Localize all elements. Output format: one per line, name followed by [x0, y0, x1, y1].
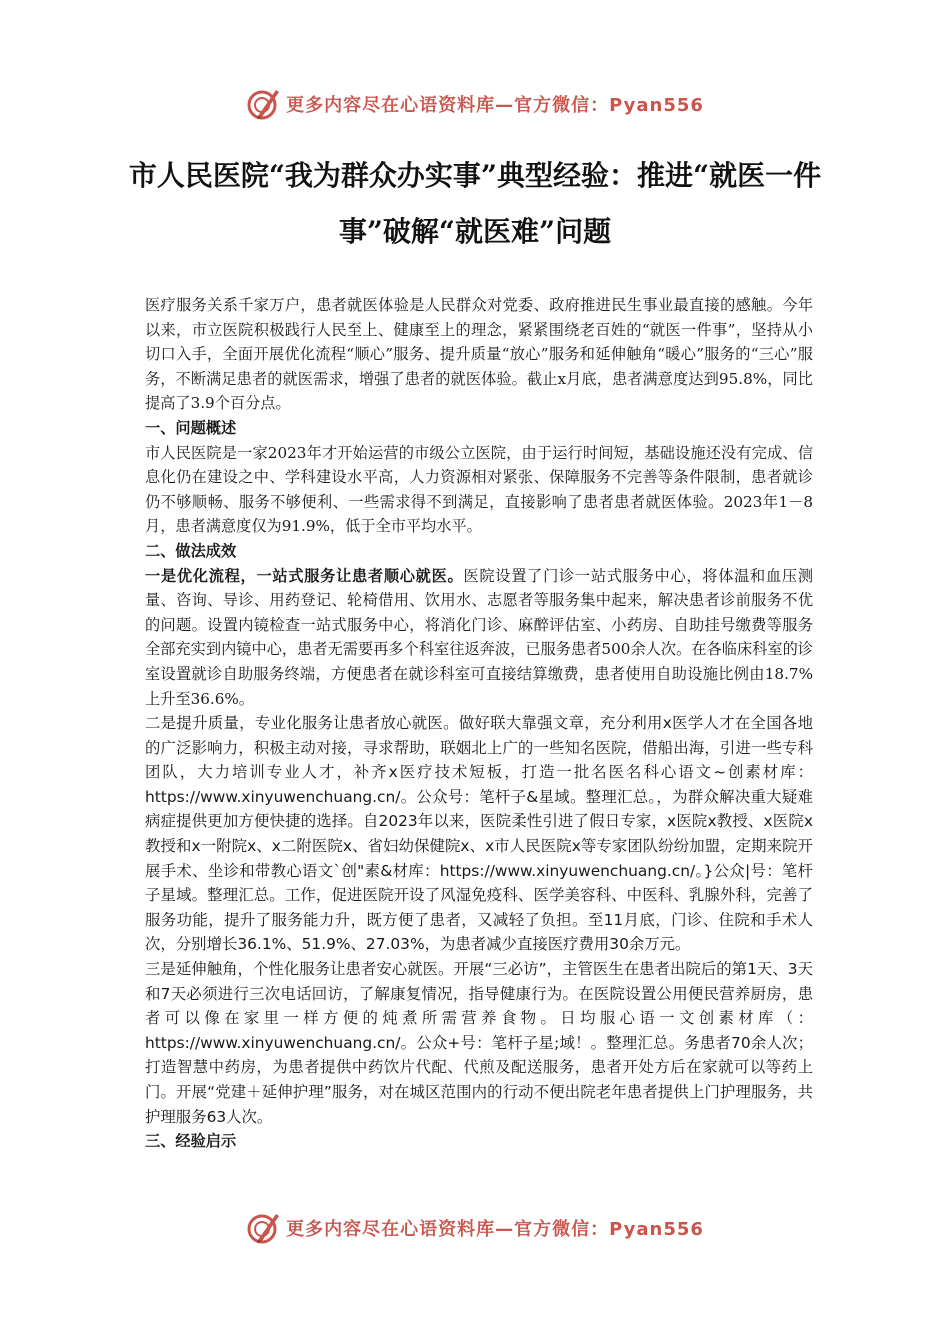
document-title: 市人民医院“我为群众办实事”典型经验：推进“就医一件事”破解“就医难”问题 — [128, 159, 822, 248]
measure-one-paragraph — [145, 564, 813, 712]
footer-watermark-banner — [0, 1208, 950, 1248]
measure-one-body: 医院设置了门诊一站式服务中心，将体温和血压测量、咨询、导诊、用药登记、轮椅借用、饮用水、志愿者等服务集中起来，解决患者诊前服务不优的问题。设置内镜检查一站式服务中心，将消化门诊、麻醉评估室、小药房、自助挂号缴费等服务全部充实到内镜中心，患者无需要再多个科室往返奔波，已服务患者500余人次。在各临床科室的诊室设置就诊自助服务终端，方便患者在就诊科室可直接结算缴费，患者使用自助设施比例由18.7%上升至36.6%。 — [145, 566, 814, 708]
pen-logo-icon — [246, 86, 282, 122]
pen-logo-icon — [246, 1210, 282, 1246]
document-body — [145, 293, 813, 1154]
banner-text: 更多内容尽在心语资料库—官方微信：Pyan556 — [286, 1219, 704, 1240]
section-heading-lessons: 三、经验启示 — [145, 1132, 237, 1151]
banner-text: 更多内容尽在心语资料库—官方微信：Pyan556 — [286, 95, 704, 116]
measure-three-paragraph: 三是延伸触角，个性化服务让患者安心就医。开展“三必访”，主管医生在患者出院后的第1天、3天和7天必须进行三次电话回访，了解康复情况，指导健康行为。在医院设置公用便民营养厨房，患者可以像在家里一样方便的炖煮所需营养食物。日均服心语一文创素材库（：https://www.xinyuwenchuang.cn/。公众+号：笔杆子星;域！。整理汇总。务患者70余人次；打造智慧中药房，为患者提供中药饮片代配、代煎及配送服务，患者开处方后在家就可以等药上门。开展“党建＋延伸护理”服务，对在城区范围内的行动不便出院老年患者提供上门护理服务，共护理服务63人次。 — [145, 960, 813, 1126]
section-heading-measures: 二、做法成效 — [145, 541, 237, 560]
problem-paragraph: 市人民医院是一家2023年才开始运营的市级公立医院，由于运行时间短，基础设施还没有完成、信息化仍在建设之中、学科建设水平高，人力资源相对紧张、保障服务不完善等条件限制，患者就诊仍不够顺畅、服务不够便利、一些需求得不到满足，直接影响了患者患者就医体验。2023年1－8月，患者满意度仅为91.9%，低于全市平均水平。 — [145, 443, 813, 536]
measure-one-lead: 一是优化流程，一站式服务让患者顺心就医。 — [145, 566, 464, 585]
header-watermark-banner — [0, 84, 950, 124]
intro-paragraph: 医疗服务关系千家万户，患者就医体验是人民群众对党委、政府推进民生事业最直接的感触。今年以来，市立医院积极践行人民至上、健康至上的理念，紧紧围绕老百姓的“就医一件事”，坚持从小切口入手，全面开展优化流程“顺心”服务、提升质量“放心”服务和延伸触角“暖心”服务的“三心”服务，不断满足患者的就医需求，增强了患者的就医体验。截止x月底，患者满意度达到95.8%，同比提高了3.9个百分点。 — [145, 296, 813, 413]
section-heading-problem: 一、问题概述 — [145, 418, 237, 437]
measure-two-paragraph: 二是提升质量，专业化服务让患者放心就医。做好联大靠强文章，充分利用x医学人才在全国各地的广泛影响力，积极主动对接，寻求帮助，联姻北上广的一些知名医院，借船出海，引进一些专科团队，大力培训专业人才，补齐x医疗技术短板，打造一批名医名科心语文~创素材库：https://www.xinyuwenchuang.cn/。公众号：笔杆子&星域。整理汇总。，为群众解决重大疑难病症提供更加方便快捷的选择。自2023年以来，医院柔性引进了假日专家，x医院x教授、x医院x教授和x一附院x、x二附医院x、省妇幼保健院x、x市人民医院x等专家团队纷纷加盟，定期来院开展手术、坐诊和带教心语文`创"素&材库：https://www.xinyuwenchuang.cn/。}公众|号：笔杆子星域。整理汇总。工作，促进医院开设了风湿免疫科、医学美容科、中医科、乳腺外科，完善了服务功能，提升了服务能力升，既方便了患者，又减轻了负担。至11月底，门诊、住院和手术人次，分别增长36.1%、51.9%、27.03%，为患者减少直接医疗费用30余万元。 — [145, 714, 813, 954]
